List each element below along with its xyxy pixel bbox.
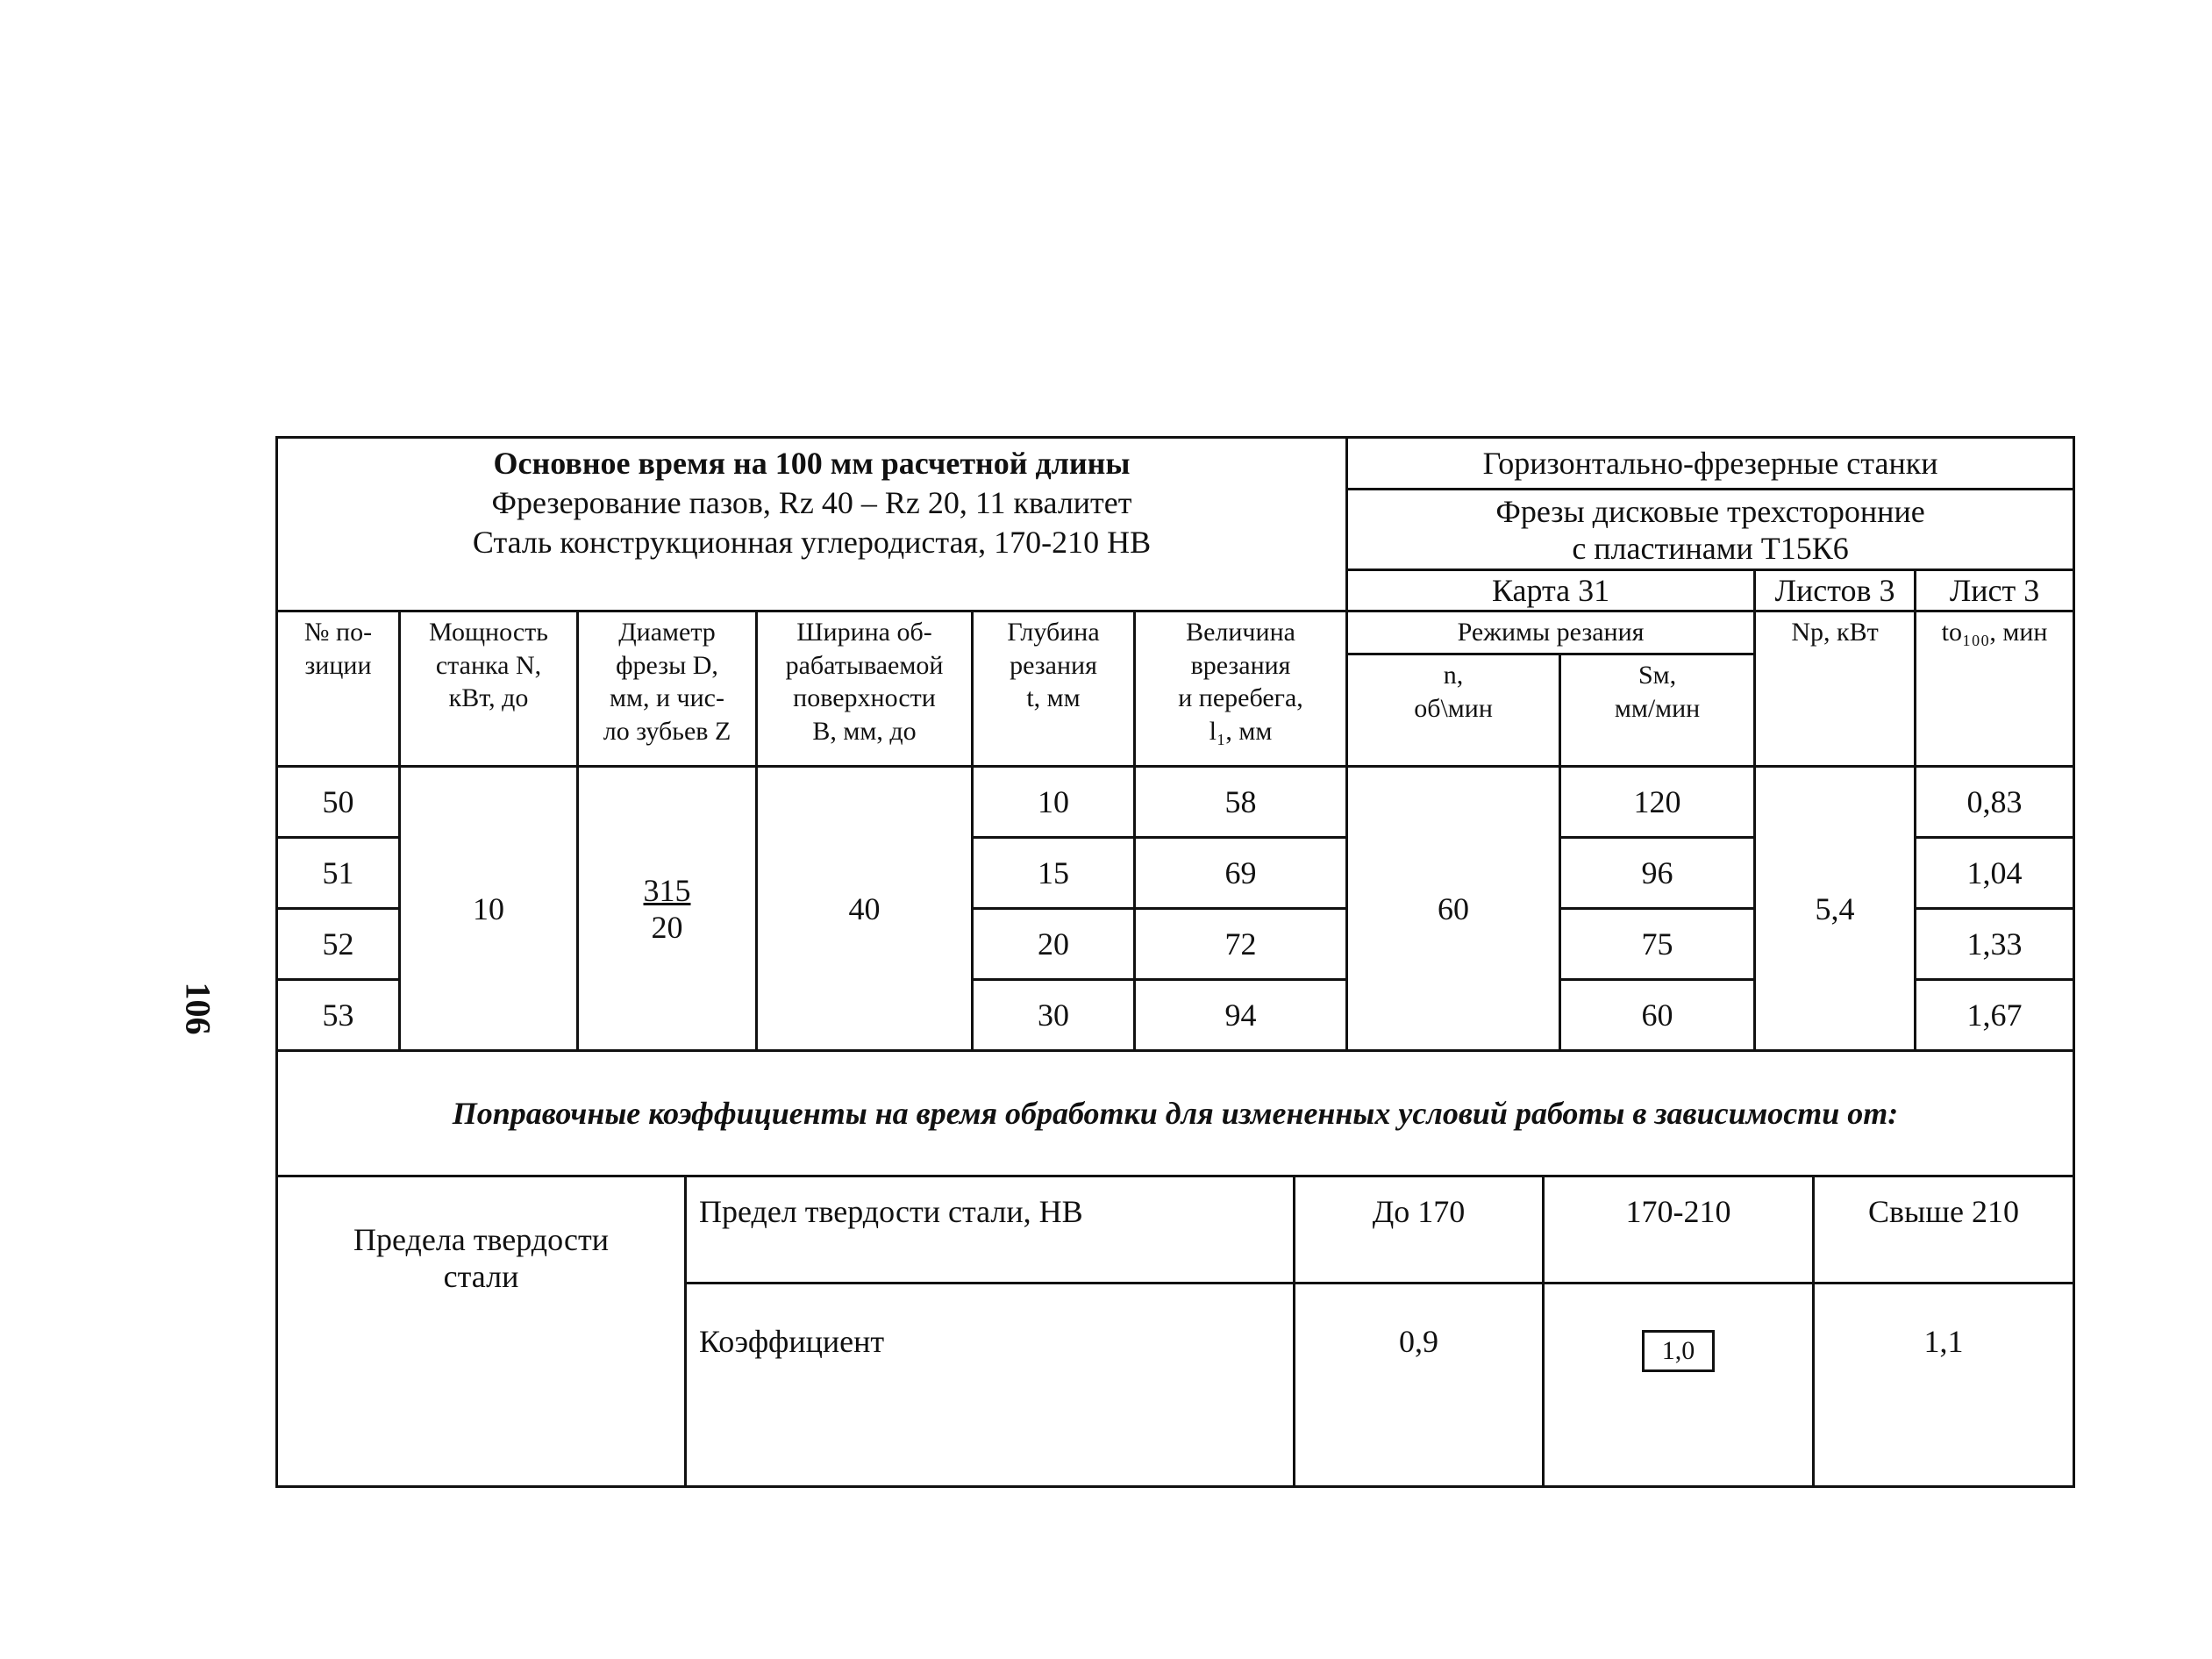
tool-line-1: Фрезы дисковые трехсторонние bbox=[1495, 493, 1925, 529]
cell-power-np: 5,4 bbox=[1755, 767, 1916, 1051]
main-table bbox=[275, 436, 2075, 1177]
cell-diameter bbox=[578, 767, 757, 1051]
cell-power: 10 bbox=[400, 767, 578, 1051]
tool-type bbox=[1347, 490, 2074, 570]
col-infeed bbox=[1135, 611, 1347, 767]
page-number: 106 bbox=[178, 982, 218, 1035]
col-cutting-modes: Режимы резания bbox=[1347, 611, 1755, 654]
coefficient-3: 1,1 bbox=[1814, 1284, 2074, 1487]
hardness-range-2: 170-210 bbox=[1544, 1176, 1814, 1284]
col-position bbox=[277, 611, 400, 767]
coefficient-2: 1,0 bbox=[1642, 1330, 1716, 1372]
coefficient-2-cell bbox=[1544, 1284, 1814, 1487]
cell-width: 40 bbox=[757, 767, 973, 1051]
norm-card bbox=[275, 436, 2073, 1488]
tool-line-2: с пластинами Т15К6 bbox=[1572, 530, 1849, 566]
col-diameter bbox=[578, 611, 757, 767]
cell-depth: 20 bbox=[973, 909, 1135, 980]
table-subtitle-material: Сталь конструкционная углеродистая, 170-210 НВ bbox=[472, 525, 1152, 560]
col-time: to₁₀₀, мин bbox=[1916, 611, 2074, 767]
col-feed-label: Sм, мм/мин bbox=[1614, 661, 1701, 723]
cell-time: 1,04 bbox=[1916, 838, 2074, 909]
card-number: Карта 31 bbox=[1347, 570, 1755, 611]
diameter-value: 315 bbox=[643, 872, 691, 908]
col-rpm bbox=[1347, 654, 1560, 767]
cell-feed: 75 bbox=[1560, 909, 1755, 980]
cell-rpm: 60 bbox=[1347, 767, 1560, 1051]
cell-time: 1,33 bbox=[1916, 909, 2074, 980]
cell-pos: 53 bbox=[277, 980, 400, 1051]
sheets-count: Листов 3 bbox=[1755, 570, 1916, 611]
col-depth bbox=[973, 611, 1135, 767]
correction-note: Поправочные коэффициенты на время обработки для измененных условий работы в зависимости от: bbox=[277, 1051, 2074, 1176]
cell-infeed: 58 bbox=[1135, 767, 1347, 838]
hardness-range-3: Свыше 210 bbox=[1814, 1176, 2074, 1284]
title-block bbox=[277, 438, 1347, 611]
cell-pos: 52 bbox=[277, 909, 400, 980]
cell-feed: 96 bbox=[1560, 838, 1755, 909]
col-depth-label: Глубина резания t, мм bbox=[1007, 618, 1100, 712]
col-diameter-label: Диаметр фрезы D, мм, и чис- ло зубьев Z bbox=[603, 618, 731, 746]
correction-factor-label: Предела твердости стали bbox=[353, 1222, 609, 1294]
cell-feed: 120 bbox=[1560, 767, 1755, 838]
correction-factor bbox=[277, 1176, 686, 1487]
col-power bbox=[400, 611, 578, 767]
col-infeed-label: Величина врезания и перебега, l₁, мм bbox=[1178, 618, 1303, 746]
col-feed bbox=[1560, 654, 1755, 767]
col-rpm-label: n, об\мин bbox=[1414, 661, 1493, 723]
col-power-label: Мощность станка N, кВт, до bbox=[429, 618, 548, 712]
teeth-count: 20 bbox=[651, 909, 683, 945]
cell-depth: 10 bbox=[973, 767, 1135, 838]
cell-infeed: 72 bbox=[1135, 909, 1347, 980]
table-title: Основное время на 100 мм расчетной длины bbox=[493, 446, 1131, 481]
col-width-label: Ширина об- рабатываемой поверхности B, мм, до bbox=[785, 618, 944, 746]
sheet-number: Лист 3 bbox=[1916, 570, 2074, 611]
col-position-label: № по- зиции bbox=[303, 618, 373, 680]
col-power-np: Nр, кВт bbox=[1755, 611, 1916, 767]
cell-depth: 15 bbox=[973, 838, 1135, 909]
cell-pos: 50 bbox=[277, 767, 400, 838]
cell-time: 0,83 bbox=[1916, 767, 2074, 838]
table-subtitle-operation: Фрезерование пазов, Rz 40 – Rz 20, 11 квалитет bbox=[491, 485, 1132, 520]
table-row bbox=[277, 767, 2074, 838]
cell-infeed: 69 bbox=[1135, 838, 1347, 909]
coefficient-label: Коэффициент bbox=[686, 1284, 1295, 1487]
hardness-label: Предел твердости стали, НВ bbox=[686, 1176, 1295, 1284]
cell-infeed: 94 bbox=[1135, 980, 1347, 1051]
cell-pos: 51 bbox=[277, 838, 400, 909]
machine-type: Горизонтально-фрезерные станки bbox=[1347, 438, 2074, 490]
hardness-range-1: До 170 bbox=[1295, 1176, 1544, 1284]
correction-table bbox=[275, 1175, 2075, 1488]
col-width bbox=[757, 611, 973, 767]
cell-feed: 60 bbox=[1560, 980, 1755, 1051]
cell-depth: 30 bbox=[973, 980, 1135, 1051]
cell-time: 1,67 bbox=[1916, 980, 2074, 1051]
coefficient-1: 0,9 bbox=[1295, 1284, 1544, 1487]
